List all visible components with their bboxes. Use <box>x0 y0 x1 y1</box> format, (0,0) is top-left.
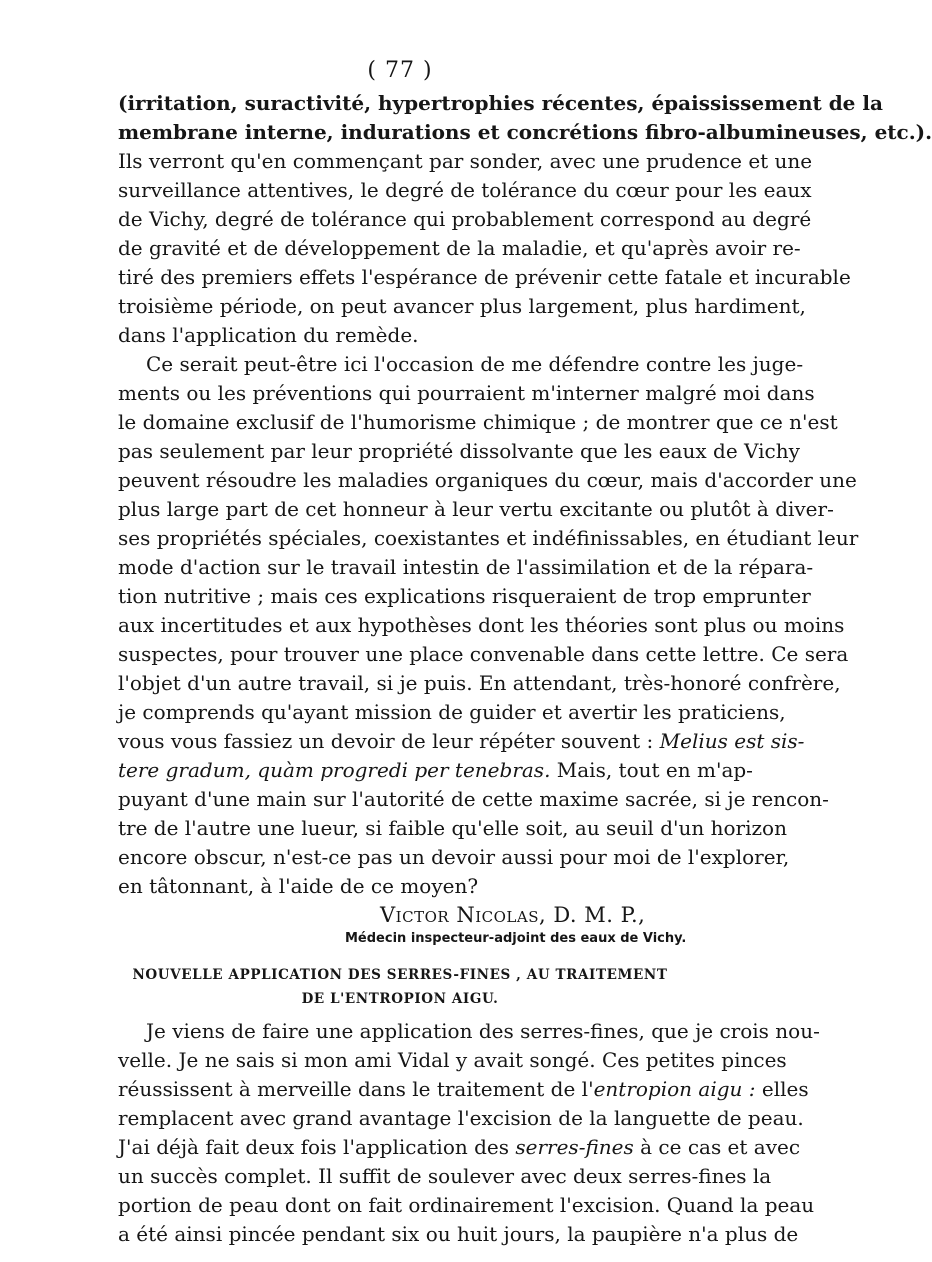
text-line: puyant d'une main sur l'autorité de cette maxime sacrée, si je rencon- <box>118 787 829 811</box>
text-line: tion nutritive ; mais ces explications risqueraient de trop emprunter <box>118 584 811 608</box>
page-number: ( 77 ) <box>367 58 433 83</box>
text-line: un succès complet. Il suffit de soulever avec deux serres-fines la <box>118 1164 772 1188</box>
text-line: (irritation, suractivité, hypertrophies récentes, épaississement de la <box>118 91 883 115</box>
text-line: a été ainsi pincée pendant six ou huit jours, la paupière n'a plus de <box>118 1222 799 1246</box>
section-title-second-line: DE L'ENTROPION AIGU. <box>301 991 499 1007</box>
text-line: dans l'application du remède. <box>118 323 419 347</box>
section-title: NOUVELLE APPLICATION DES SERRES-FINES , AU TRAITEMENT <box>132 967 668 983</box>
text-segment: Mais, tout en m'ap- <box>550 758 753 782</box>
text-line: remplacent avec grand avantage l'excision de la languette de peau. <box>118 1106 804 1130</box>
text-line: en tâtonnant, à l'aide de ce moyen? <box>118 874 479 898</box>
text-line: velle. Je ne sais si mon ami Vidal y avait songé. Ces petites pinces <box>118 1048 787 1072</box>
latin-quote: Melius est sis- <box>659 729 805 753</box>
signature-role: Médecin inspecteur-adjoint des eaux de Vichy. <box>345 931 687 946</box>
text-line: de Vichy, degré de tolérance qui probablement correspond au degré <box>118 207 812 231</box>
text-line <box>118 1132 801 1162</box>
text-line: membrane interne, indurations et concrétions fibro-albumineuses, etc.). <box>118 120 932 144</box>
text-line: je comprends qu'ayant mission de guider et avertir les praticiens, <box>118 700 786 724</box>
text-line: Je viens de faire une application des serres-fines, que je crois nou- <box>146 1019 820 1043</box>
text-line: suspectes, pour trouver une place convenable dans cette lettre. Ce sera <box>118 642 849 666</box>
text-segment: vous vous fassiez un devoir de leur répéter souvent : <box>118 729 660 753</box>
text-line: tiré des premiers effets l'espérance de prévenir cette fatale et incurable <box>118 265 851 289</box>
text-line <box>118 1074 809 1104</box>
text-line: surveillance attentives, le degré de tolérance du cœur pour les eaux <box>118 178 812 202</box>
signature-name: Victor Nicolas, D. M. P., <box>380 903 646 927</box>
text-line: pas seulement par leur propriété dissolvante que les eaux de Vichy <box>118 439 800 463</box>
text-line: le domaine exclusif de l'humorisme chimique ; de montrer que ce n'est <box>118 410 838 434</box>
text-line: mode d'action sur le travail intestin de l'assimilation et de la répara- <box>118 555 814 579</box>
text-line <box>118 726 805 756</box>
text-line: portion de peau dont on fait ordinairement l'excision. Quand la peau <box>118 1193 815 1217</box>
text-line: aux incertitudes et aux hypothèses dont les théories sont plus ou moins <box>118 613 845 637</box>
emphasis-text: entropion aigu : <box>593 1077 756 1101</box>
text-line: de gravité et de développement de la maladie, et qu'après avoir re- <box>118 236 801 260</box>
text-line: troisième période, on peut avancer plus largement, plus hardiment, <box>118 294 806 318</box>
text-line: Ce serait peut-être ici l'occasion de me défendre contre les juge- <box>146 352 804 376</box>
text-segment: elles <box>755 1077 809 1101</box>
text-segment: à ce cas et avec <box>633 1135 801 1159</box>
text-line: ses propriétés spéciales, coexistantes et indéfinissables, en étudiant leur <box>118 526 859 550</box>
text-segment: J'ai déjà fait deux fois l'application des <box>118 1135 516 1159</box>
text-line: plus large part de cet honneur à leur vertu excitante ou plutôt à diver- <box>118 497 834 521</box>
emphasis-text: serres-fines <box>515 1135 634 1159</box>
text-line <box>118 755 753 785</box>
latin-quote: tere gradum, quàm progredi per tenebras. <box>118 758 551 782</box>
text-line: encore obscur, n'est-ce pas un devoir aussi pour moi de l'explorer, <box>118 845 790 869</box>
text-line: tre de l'autre une lueur, si faible qu'elle soit, au seuil d'un horizon <box>118 816 787 840</box>
text-segment: réussissent à merveille dans le traitement de l' <box>118 1077 594 1101</box>
text-line: peuvent résoudre les maladies organiques du cœur, mais d'accorder une <box>118 468 857 492</box>
text-line: l'objet d'un autre travail, si je puis. En attendant, très-honoré confrère, <box>118 671 841 695</box>
text-line: Ils verront qu'en commençant par sonder, avec une prudence et une <box>118 149 813 173</box>
text-line: ments ou les préventions qui pourraient m'interner malgré moi dans <box>118 381 815 405</box>
